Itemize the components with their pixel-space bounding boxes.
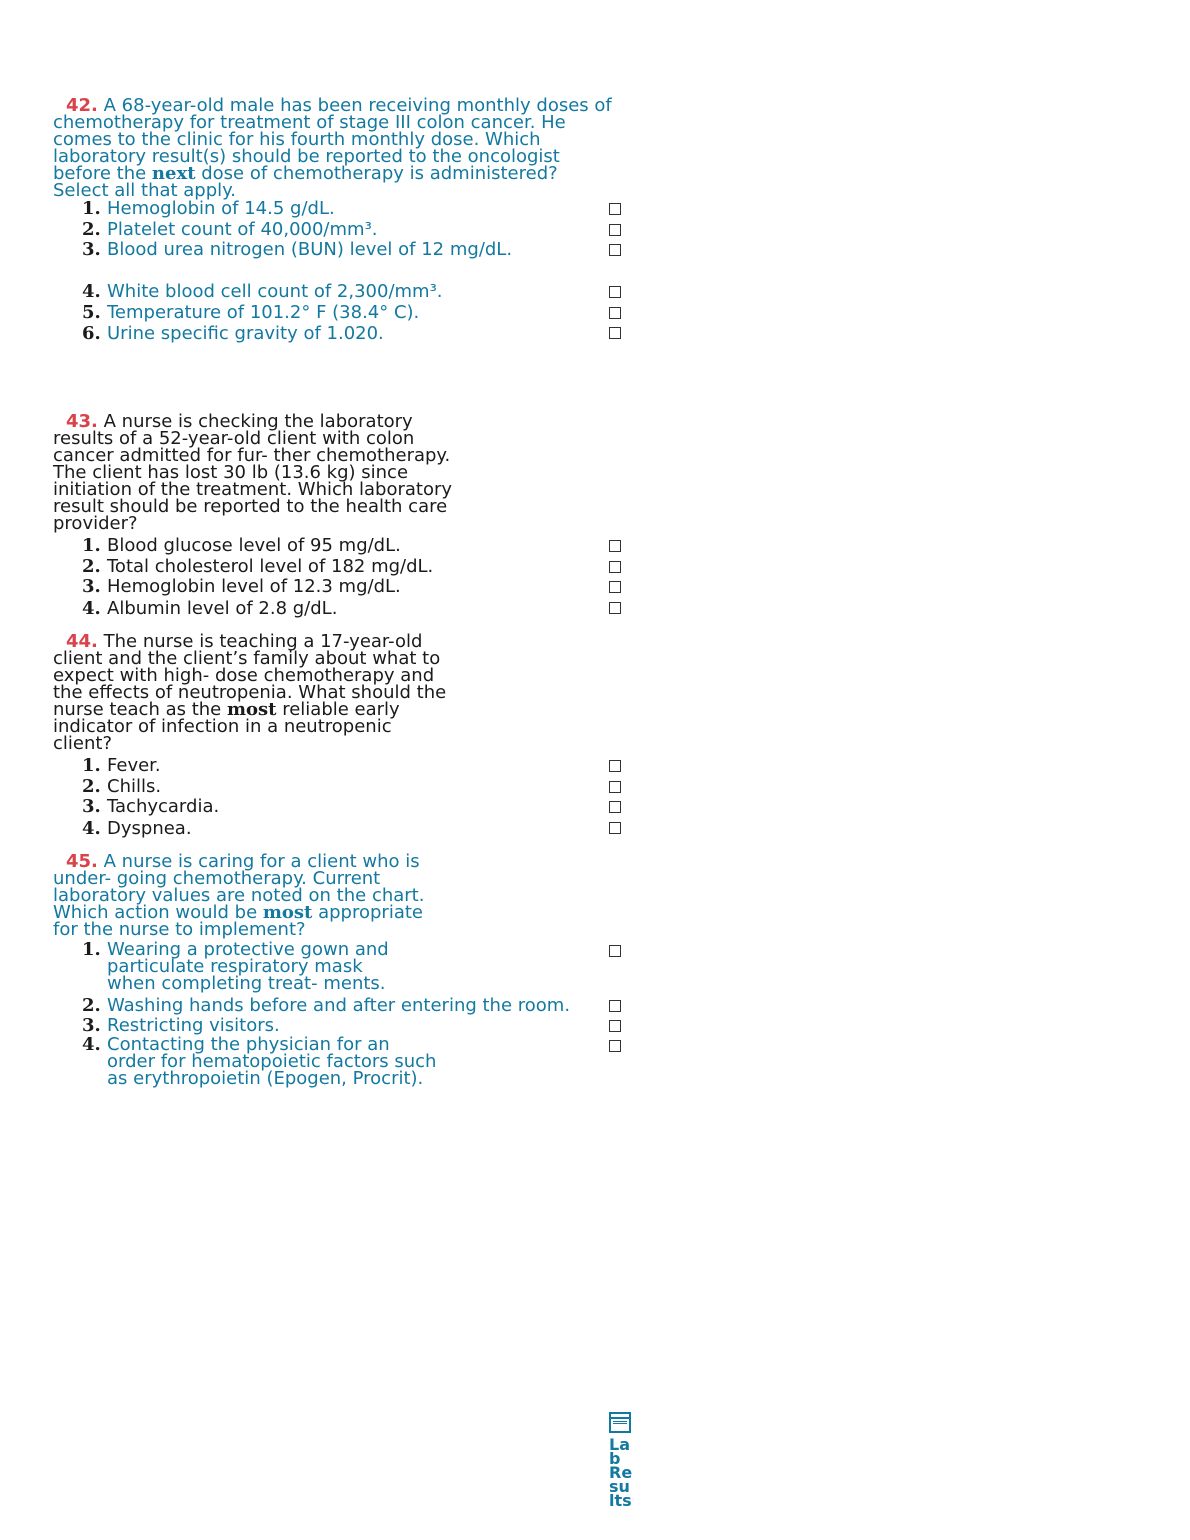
option-3: 3. Hemoglobin level of 12.3 mg/dL.	[53, 577, 613, 598]
question-44	[53, 633, 613, 838]
option-3: 3. Blood urea nitrogen (BUN) level of 12 mg/dL.	[53, 240, 572, 282]
question-number: 45.	[66, 851, 98, 872]
option-checkbox[interactable]	[609, 945, 621, 957]
option-list	[53, 941, 613, 1087]
question-43	[53, 413, 613, 618]
option-checkbox[interactable]	[609, 561, 621, 573]
option-4: 4. Dyspnea.	[53, 818, 613, 839]
option-2: 2. Platelet count of 40,000/mm³.	[53, 220, 613, 241]
option-1: 1. Blood glucose level of 95 mg/dL.	[53, 536, 613, 557]
option-4: 4. Contacting the physician for an order for hematopoietic factors such as erythropoietin (Epogen, Procrit).	[53, 1036, 437, 1087]
option-checkbox[interactable]	[609, 203, 621, 215]
question-45	[53, 853, 613, 1087]
question-stem: 44. The nurse is teaching a 17-year-old client and the client’s family about what to expect with high- dose chemotherapy and the effects of neutropenia. What should the nurse teach as the most reliable early indicator of infection in a neutropenic client?	[53, 631, 447, 754]
option-checkbox[interactable]	[609, 327, 621, 339]
question-number: 44.	[66, 631, 98, 652]
option-checkbox[interactable]	[609, 244, 621, 256]
option-checkbox[interactable]	[609, 801, 621, 813]
option-list	[53, 756, 613, 838]
option-2: 2. Chills.	[53, 777, 613, 798]
option-3: 3. Tachycardia.	[53, 797, 613, 818]
option-checkbox[interactable]	[609, 1020, 621, 1032]
option-4: 4. Albumin level of 2.8 g/dL.	[53, 598, 613, 619]
option-checkbox[interactable]	[609, 307, 621, 319]
option-list	[53, 536, 613, 618]
option-checkbox[interactable]	[609, 1040, 621, 1052]
option-1: 1. Hemoglobin of 14.5 g/dL.	[53, 199, 613, 220]
option-4: 4. White blood cell count of 2,300/mm³.	[53, 282, 613, 303]
question-stem: 42. A 68-year-old male has been receiving monthly doses of chemotherapy for treatment of stage III colon cancer. He comes to the clinic for his fourth monthly dose. Which laboratory result(s) should be reported to the oncologist before the next dose of chemotherapy is administered? Select all that apply.	[53, 95, 612, 201]
option-checkbox[interactable]	[609, 760, 621, 772]
option-list	[53, 199, 613, 344]
option-checkbox[interactable]	[609, 581, 621, 593]
option-checkbox[interactable]	[609, 822, 621, 834]
question-42	[53, 97, 613, 344]
option-checkbox[interactable]	[609, 602, 621, 614]
option-2: 2. Washing hands before and after entering the room.	[53, 996, 572, 1017]
option-2: 2. Total cholesterol level of 182 mg/dL.	[53, 557, 613, 578]
question-stem: 45. A nurse is caring for a client who is under- going chemotherapy. Current laboratory values are noted on the chart. Which action would be most appropriate for the nurse to implement?	[53, 851, 425, 940]
option-checkbox[interactable]	[609, 781, 621, 793]
question-number: 42.	[66, 95, 98, 116]
option-checkbox[interactable]	[609, 224, 621, 236]
lab-results-link[interactable]: Lab Results	[609, 1435, 633, 1510]
question-stem: 43. A nurse is checking the laboratory results of a 52-year-old client with colon cancer admitted for fur- ther chemotherapy. The client has lost 30 lb (13.6 kg) since initiation of the treatment. Which laboratory result should be reported to the health care provider?	[53, 411, 453, 534]
lab-results-icon[interactable]	[609, 1412, 631, 1433]
option-checkbox[interactable]	[609, 1000, 621, 1012]
option-1: 1. Wearing a protective gown and particulate respiratory mask when completing treat- ments.	[53, 941, 407, 992]
option-6: 6. Urine specific gravity of 1.020.	[53, 323, 613, 344]
option-checkbox[interactable]	[609, 540, 621, 552]
option-5: 5. Temperature of 101.2° F (38.4° C).	[53, 303, 613, 324]
option-1: 1. Fever.	[53, 756, 613, 777]
question-number: 43.	[66, 411, 98, 432]
option-3: 3. Restricting visitors.	[53, 1016, 613, 1036]
option-checkbox[interactable]	[609, 286, 621, 298]
